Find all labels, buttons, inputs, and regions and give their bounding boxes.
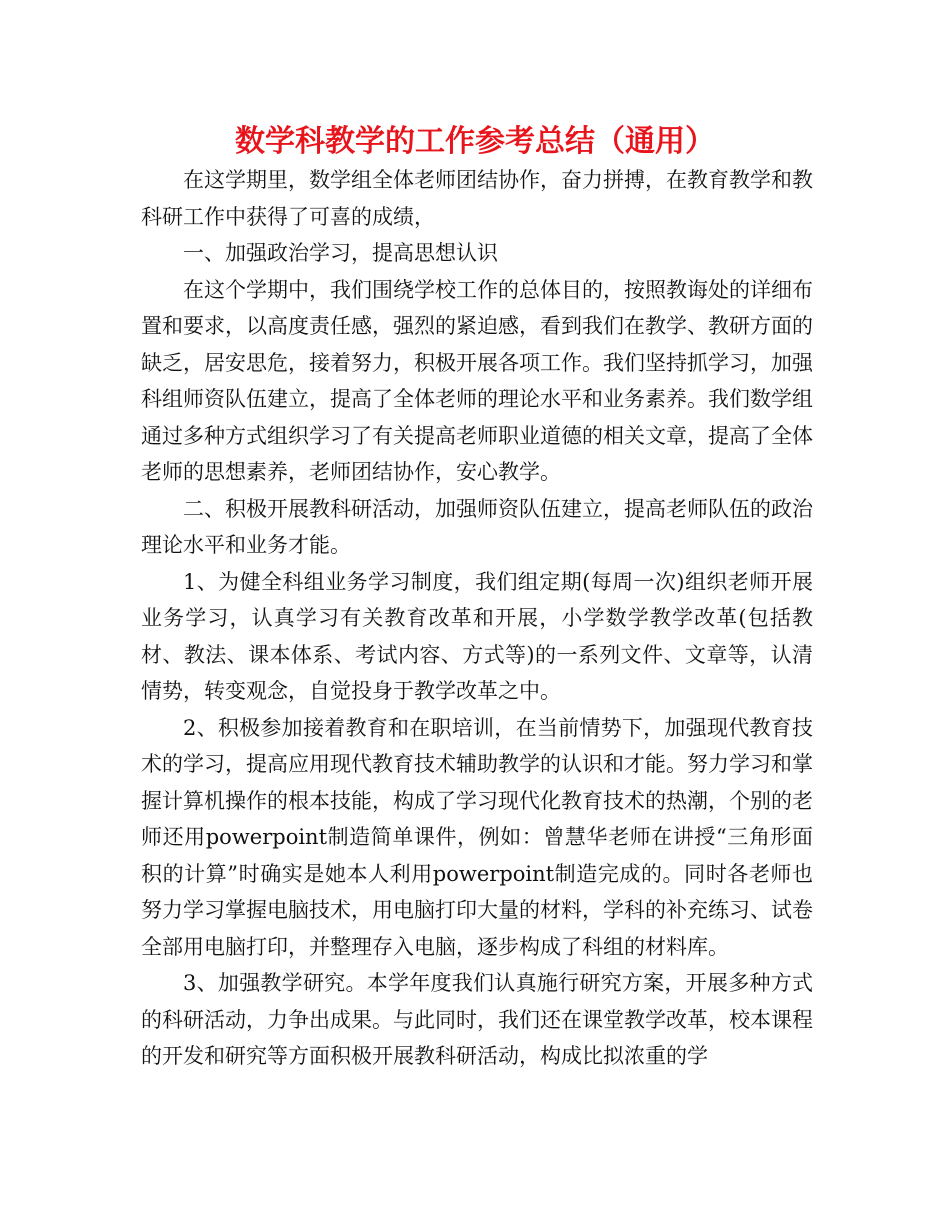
paragraph-item-3: 3、加强教学研究。本学年度我们认真施行研究方案，开展多种方式的科研活动，力争出成果。与此同时，我们还在课堂教学改革，校本课程的开发和研究等方面积极开展教科研活动，构成比拟浓重的学 — [141, 971, 813, 1068]
section-heading-2: 二、积极开展教科研活动，加强师资队伍建立，提高老师队伍的政治理论水平和业务才能。 — [141, 496, 813, 557]
section-heading-1: 一、加强政治学习，提高思想认识 — [183, 241, 498, 265]
paragraph-section-1: 在这个学期中，我们围绕学校工作的总体目的，按照教诲处的详细布置和要求，以高度责任感，强烈的紧迫感，看到我们在教学、教研方面的缺乏，居安思危，接着努力，积极开展各项工作。我们坚持抓学习，加强科组师资队伍建立，提高了全体老师的理论水平和业务素养。我们数学组通过多种方式组织学习了有关提高老师职业道德的相关文章，提高了全体老师的思想素养，老师团结协作，安心教学。 — [141, 277, 813, 484]
paragraph-intro: 在这学期里，数学组全体老师团结协作，奋力拼搏，在教育教学和教科研工作中获得了可喜的成绩， — [141, 168, 813, 229]
document-body — [141, 162, 813, 1075]
document-title: 数学科教学的工作参考总结（通用） — [235, 124, 715, 159]
paragraph-item-2: 2、积极参加接着教育和在职培训，在当前情势下，加强现代教育技术的学习，提高应用现代教育技术辅助教学的认识和才能。努力学习和掌握计算机操作的根本技能，构成了学习现代化教育技术的热潮，个别的老师还用powerpoint制造简单课件，例如：曾慧华老师在讲授“三角形面积的计算”时确实是她本人利用powerpoint制造完成的。同时各老师也努力学习掌握电脑技术，用电脑打印大量的材料，学科的补充练习、试卷全部用电脑打印，并整理存入电脑，逐步构成了科组的材料库。 — [141, 715, 813, 959]
paragraph-item-1: 1、为健全科组业务学习制度，我们组定期(每周一次)组织老师开展业务学习，认真学习有关教育改革和开展，小学数学教学改革(包括教材、教法、课本体系、考试内容、方式等)的一系列文件、文章等，认清情势，转变观念，自觉投身于教学改革之中。 — [141, 569, 813, 703]
